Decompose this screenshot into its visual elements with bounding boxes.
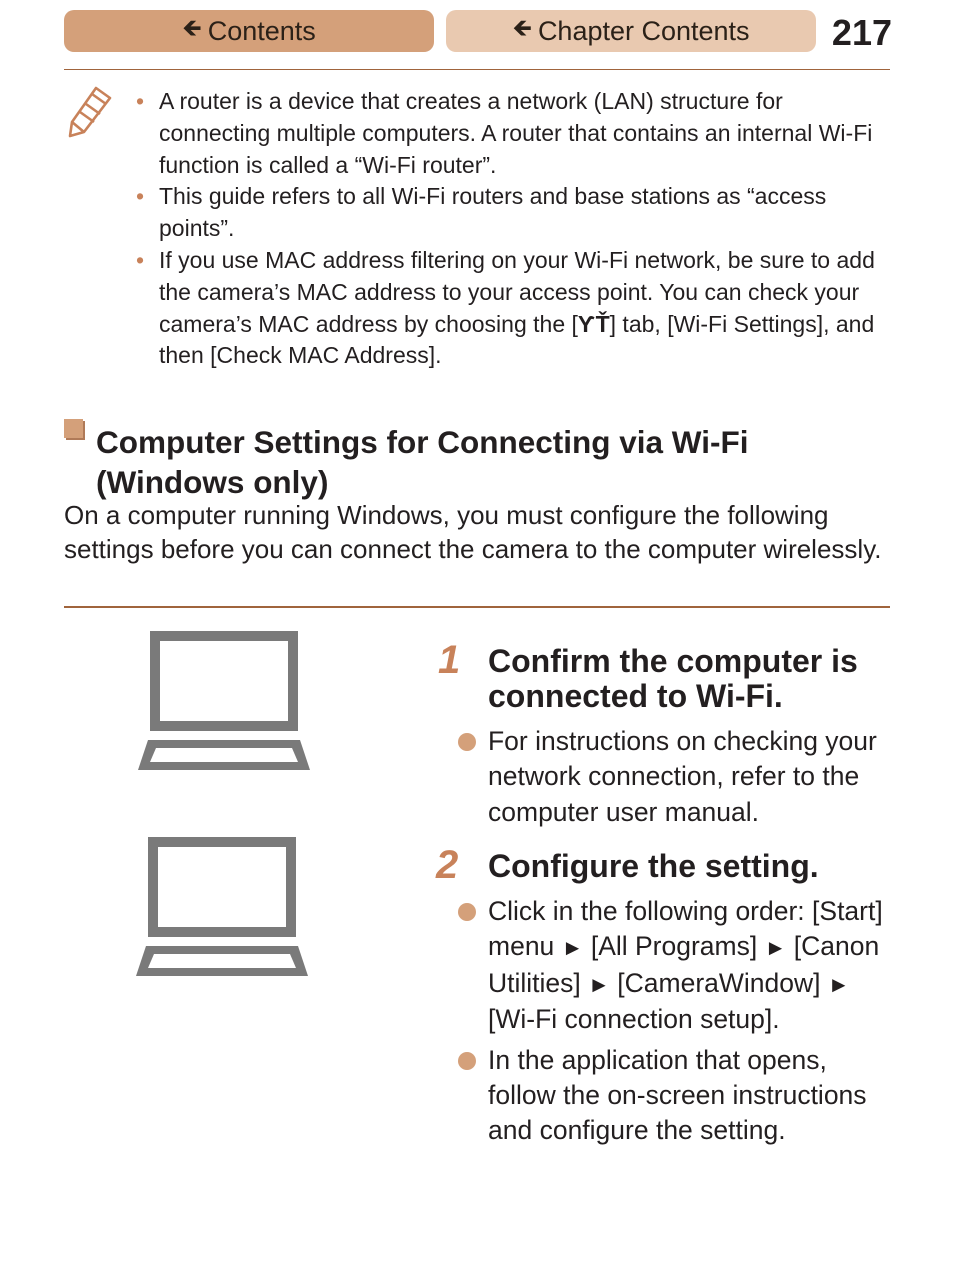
order-text: [CameraWindow] <box>617 967 821 998</box>
note-text: A router is a device that creates a network (LAN) structure for connecting multiple computers. A router that contains an internal Wi-Fi function is called a “Wi-Fi router”. <box>159 88 873 178</box>
chapter-contents-button[interactable] <box>446 10 816 52</box>
note-item <box>136 181 876 245</box>
step-title: Configure the setting. <box>488 848 819 884</box>
arrow-right-icon: ► <box>561 935 584 961</box>
laptop-icon <box>132 836 312 980</box>
note-item <box>136 245 876 372</box>
pencil-note-icon <box>66 84 116 140</box>
contents-button[interactable] <box>64 10 434 52</box>
step-bullets <box>458 894 898 1154</box>
note-bullet: • <box>136 183 145 210</box>
back-arrow-icon: 🡸 <box>512 14 532 42</box>
arrow-right-icon: ► <box>827 971 850 997</box>
note-text: If you use MAC address filtering on your Wi-Fi network, be sure to add the camera’s MAC address to your access point. You can check your camera’s MAC address by choosing the [ <box>159 246 875 337</box>
header-divider <box>64 69 890 70</box>
section-marker <box>64 419 83 438</box>
note-item <box>136 86 876 181</box>
note-text: ] tab, [Wi-Fi Settings], and then [Check MAC Address]. <box>159 310 875 369</box>
step-title <box>488 644 898 714</box>
tools-tab-icon: ƳŤ <box>577 310 610 337</box>
step-number: 1 <box>438 638 461 682</box>
section-intro: On a computer running Windows, you must configure the following settings before you can connect the camera to the computer wirelessly. <box>64 500 882 564</box>
bullet-dot <box>458 903 476 921</box>
list-item <box>458 1043 898 1149</box>
bullet-text: For instructions on checking your network connection, refer to the computer user manual. <box>488 726 877 827</box>
notes-list <box>136 86 876 372</box>
chapter-contents-label: Chapter Contents <box>537 15 750 46</box>
list-item <box>458 724 898 830</box>
note-bullet: • <box>136 246 145 273</box>
section-title-line2: (Windows only) <box>96 464 329 500</box>
laptop-icon <box>134 630 314 774</box>
order-text: Click in the following order: [Start] menu <box>488 896 883 962</box>
contents-label: Contents <box>207 15 316 46</box>
note-text: This guide refers to all Wi-Fi routers and base stations as “access points”. <box>159 183 827 242</box>
step-bullets <box>458 724 898 835</box>
order-text: [Wi-Fi connection setup]. <box>488 1004 780 1035</box>
step-title-line1: Confirm the computer is <box>488 643 858 679</box>
step-number: 2 <box>436 843 459 887</box>
bullet-dot <box>458 1052 476 1070</box>
step-title-line2: connected to Wi-Fi. <box>488 678 783 714</box>
back-arrow-icon: 🡸 <box>182 14 202 42</box>
section-title <box>96 422 896 502</box>
order-text: [All Programs] <box>590 931 758 962</box>
bullet-text: In the application that opens, follow the on-screen instructions and configure the setting. <box>488 1044 867 1146</box>
list-item <box>458 894 898 1038</box>
arrow-right-icon: ► <box>588 971 610 997</box>
note-bullet: • <box>136 88 145 114</box>
section-divider <box>64 606 890 608</box>
bullet-dot <box>458 733 476 751</box>
page-number: 217 <box>831 12 892 53</box>
section-title-line1: Computer Settings for Connecting via Wi-Fi <box>96 424 749 460</box>
order-text: [Canon Utilities] <box>488 931 880 998</box>
arrow-right-icon: ► <box>764 935 787 961</box>
